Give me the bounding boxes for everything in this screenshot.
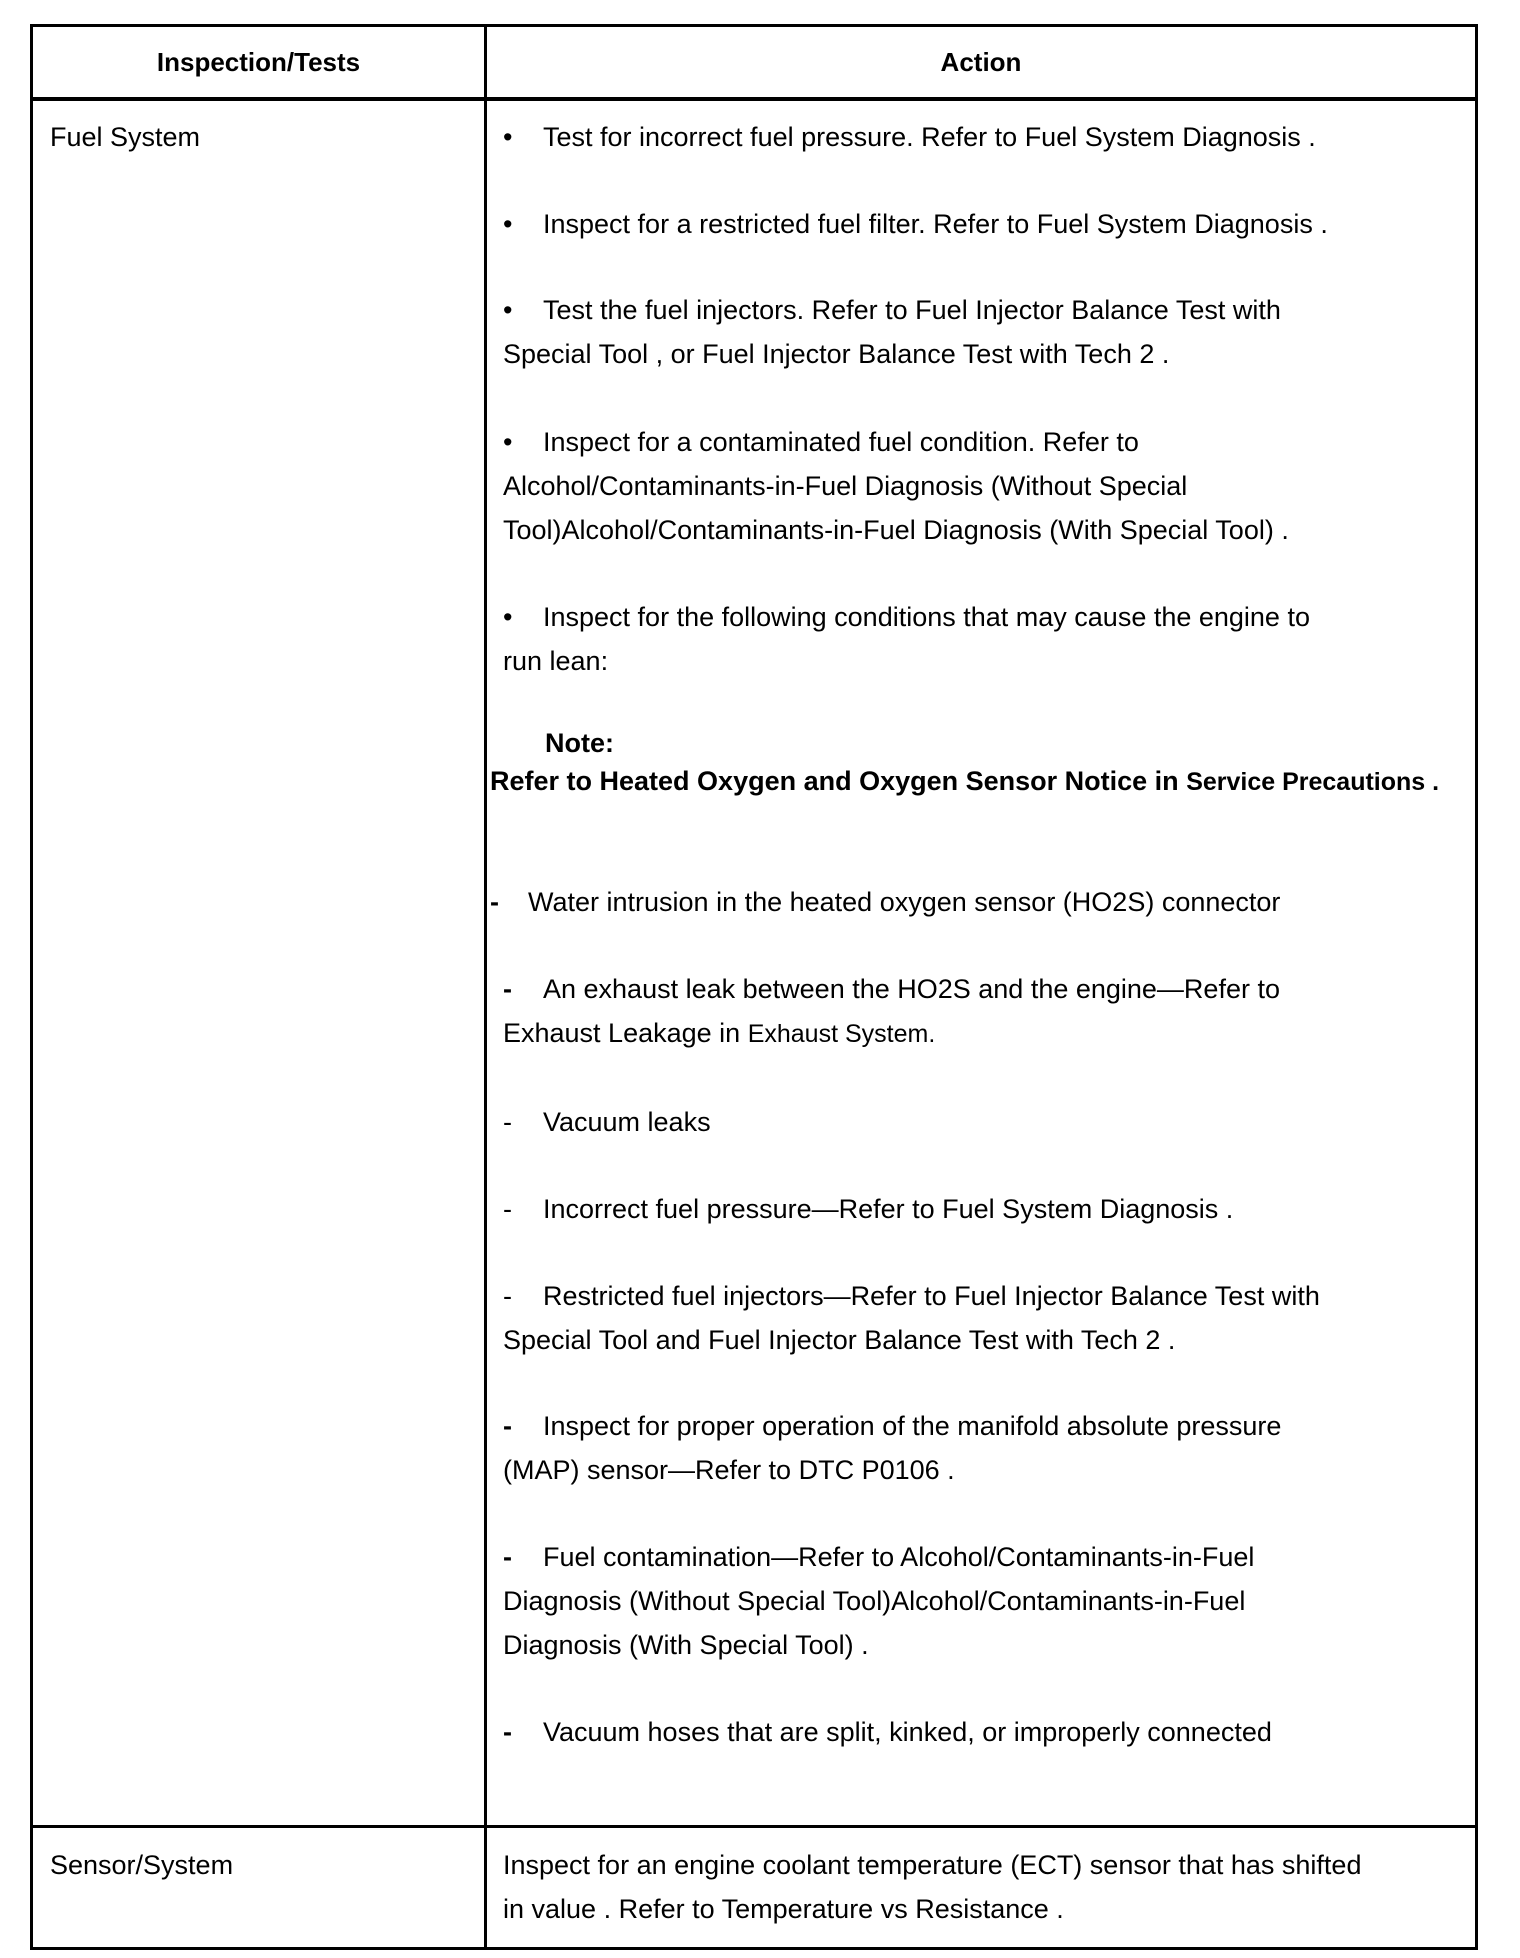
action-text: Test the fuel injectors. Refer to Fuel Injector Balance Test with — [543, 295, 1281, 325]
condition-item — [503, 1404, 1281, 1492]
dash-icon: - — [503, 1717, 512, 1747]
condition-text: Incorrect fuel pressure—Refer to Fuel System Diagnosis . — [543, 1194, 1234, 1224]
column-divider — [484, 27, 487, 1947]
condition-item — [490, 880, 1280, 924]
condition-item — [503, 1710, 1272, 1754]
header-divider — [33, 97, 1475, 101]
action-text: in value . Refer to Temperature vs Resistance . — [503, 1894, 1064, 1924]
condition-item — [503, 1100, 711, 1144]
action-item — [503, 288, 1281, 376]
action-text: Test for incorrect fuel pressure. Refer to Fuel System Diagnosis . — [543, 122, 1316, 152]
bullet-icon: • — [503, 427, 513, 457]
row-label-sensor-system: Sensor/System — [50, 1850, 234, 1880]
note-text: Refer to Heated Oxygen and Oxygen Sensor Notice in — [490, 766, 1179, 796]
condition-text: Water intrusion in the heated oxygen sensor (HO2S) connector — [528, 887, 1281, 917]
action-text: Inspect for the following conditions that may cause the engine to — [543, 602, 1310, 632]
note-heading: Note: — [545, 728, 614, 758]
condition-text: (MAP) sensor—Refer to DTC P0106 . — [503, 1455, 955, 1485]
bullet-icon: • — [503, 602, 513, 632]
action-text: Inspect for an engine coolant temperature (ECT) sensor that has shifted — [503, 1850, 1362, 1880]
dash-icon: - — [490, 887, 499, 917]
condition-text: Inspect for proper operation of the manifold absolute pressure — [543, 1411, 1282, 1441]
condition-text: Restricted fuel injectors—Refer to Fuel Injector Balance Test with — [543, 1281, 1320, 1311]
condition-item — [503, 1274, 1320, 1362]
condition-text: Vacuum leaks — [543, 1107, 711, 1137]
action-item — [503, 595, 1310, 683]
bullet-icon: • — [503, 209, 513, 239]
condition-text: Special Tool and Fuel Injector Balance Test with Tech 2 . — [503, 1325, 1176, 1355]
dash-icon: - — [503, 1542, 512, 1572]
dash-icon: - — [503, 1281, 512, 1311]
bullet-icon: • — [503, 295, 513, 325]
dash-icon: - — [503, 1411, 512, 1441]
inspection-table — [30, 24, 1478, 1950]
action-item — [503, 202, 1328, 246]
row-label-fuel-system: Fuel System — [50, 122, 201, 152]
action-text: Tool)Alcohol/Contaminants-in-Fuel Diagnosis (With Special Tool) . — [503, 515, 1289, 545]
action-text: Inspect for a restricted fuel filter. Refer to Fuel System Diagnosis . — [543, 209, 1328, 239]
bullet-icon: • — [503, 122, 513, 152]
action-text: Special Tool , or Fuel Injector Balance Test with Tech 2 . — [503, 339, 1170, 369]
condition-text: Diagnosis (Without Special Tool)Alcohol/Contaminants-in-Fuel — [503, 1586, 1246, 1616]
row-divider — [33, 1825, 1475, 1828]
condition-text: Exhaust Leakage in — [503, 1018, 741, 1048]
condition-text: An exhaust leak between the HO2S and the engine—Refer to — [543, 974, 1280, 1004]
condition-item — [503, 1187, 1233, 1231]
condition-item — [503, 1535, 1254, 1667]
action-text: Inspect for a contaminated fuel condition. Refer to — [543, 427, 1139, 457]
header-action: Action — [940, 46, 1022, 77]
header-inspection-tests: Inspection/Tests — [156, 46, 361, 77]
action-item — [503, 420, 1289, 552]
action-item — [503, 1843, 1361, 1931]
note-link[interactable]: Service Precautions . — [1186, 768, 1440, 796]
action-text: run lean: — [503, 646, 609, 676]
dash-icon: - — [503, 1107, 512, 1137]
action-text: Alcohol/Contaminants-in-Fuel Diagnosis (Without Special — [503, 471, 1188, 501]
note-body — [490, 761, 1439, 802]
dash-icon: - — [503, 974, 512, 1004]
action-item — [503, 115, 1316, 159]
dash-icon: - — [503, 1194, 512, 1224]
condition-item — [503, 967, 1280, 1056]
condition-text: Diagnosis (With Special Tool) . — [503, 1630, 869, 1660]
condition-text: Vacuum hoses that are split, kinked, or improperly connected — [543, 1717, 1272, 1747]
condition-link[interactable]: Exhaust System. — [747, 1020, 936, 1048]
condition-text: Fuel contamination—Refer to Alcohol/Contaminants-in-Fuel — [543, 1542, 1255, 1572]
